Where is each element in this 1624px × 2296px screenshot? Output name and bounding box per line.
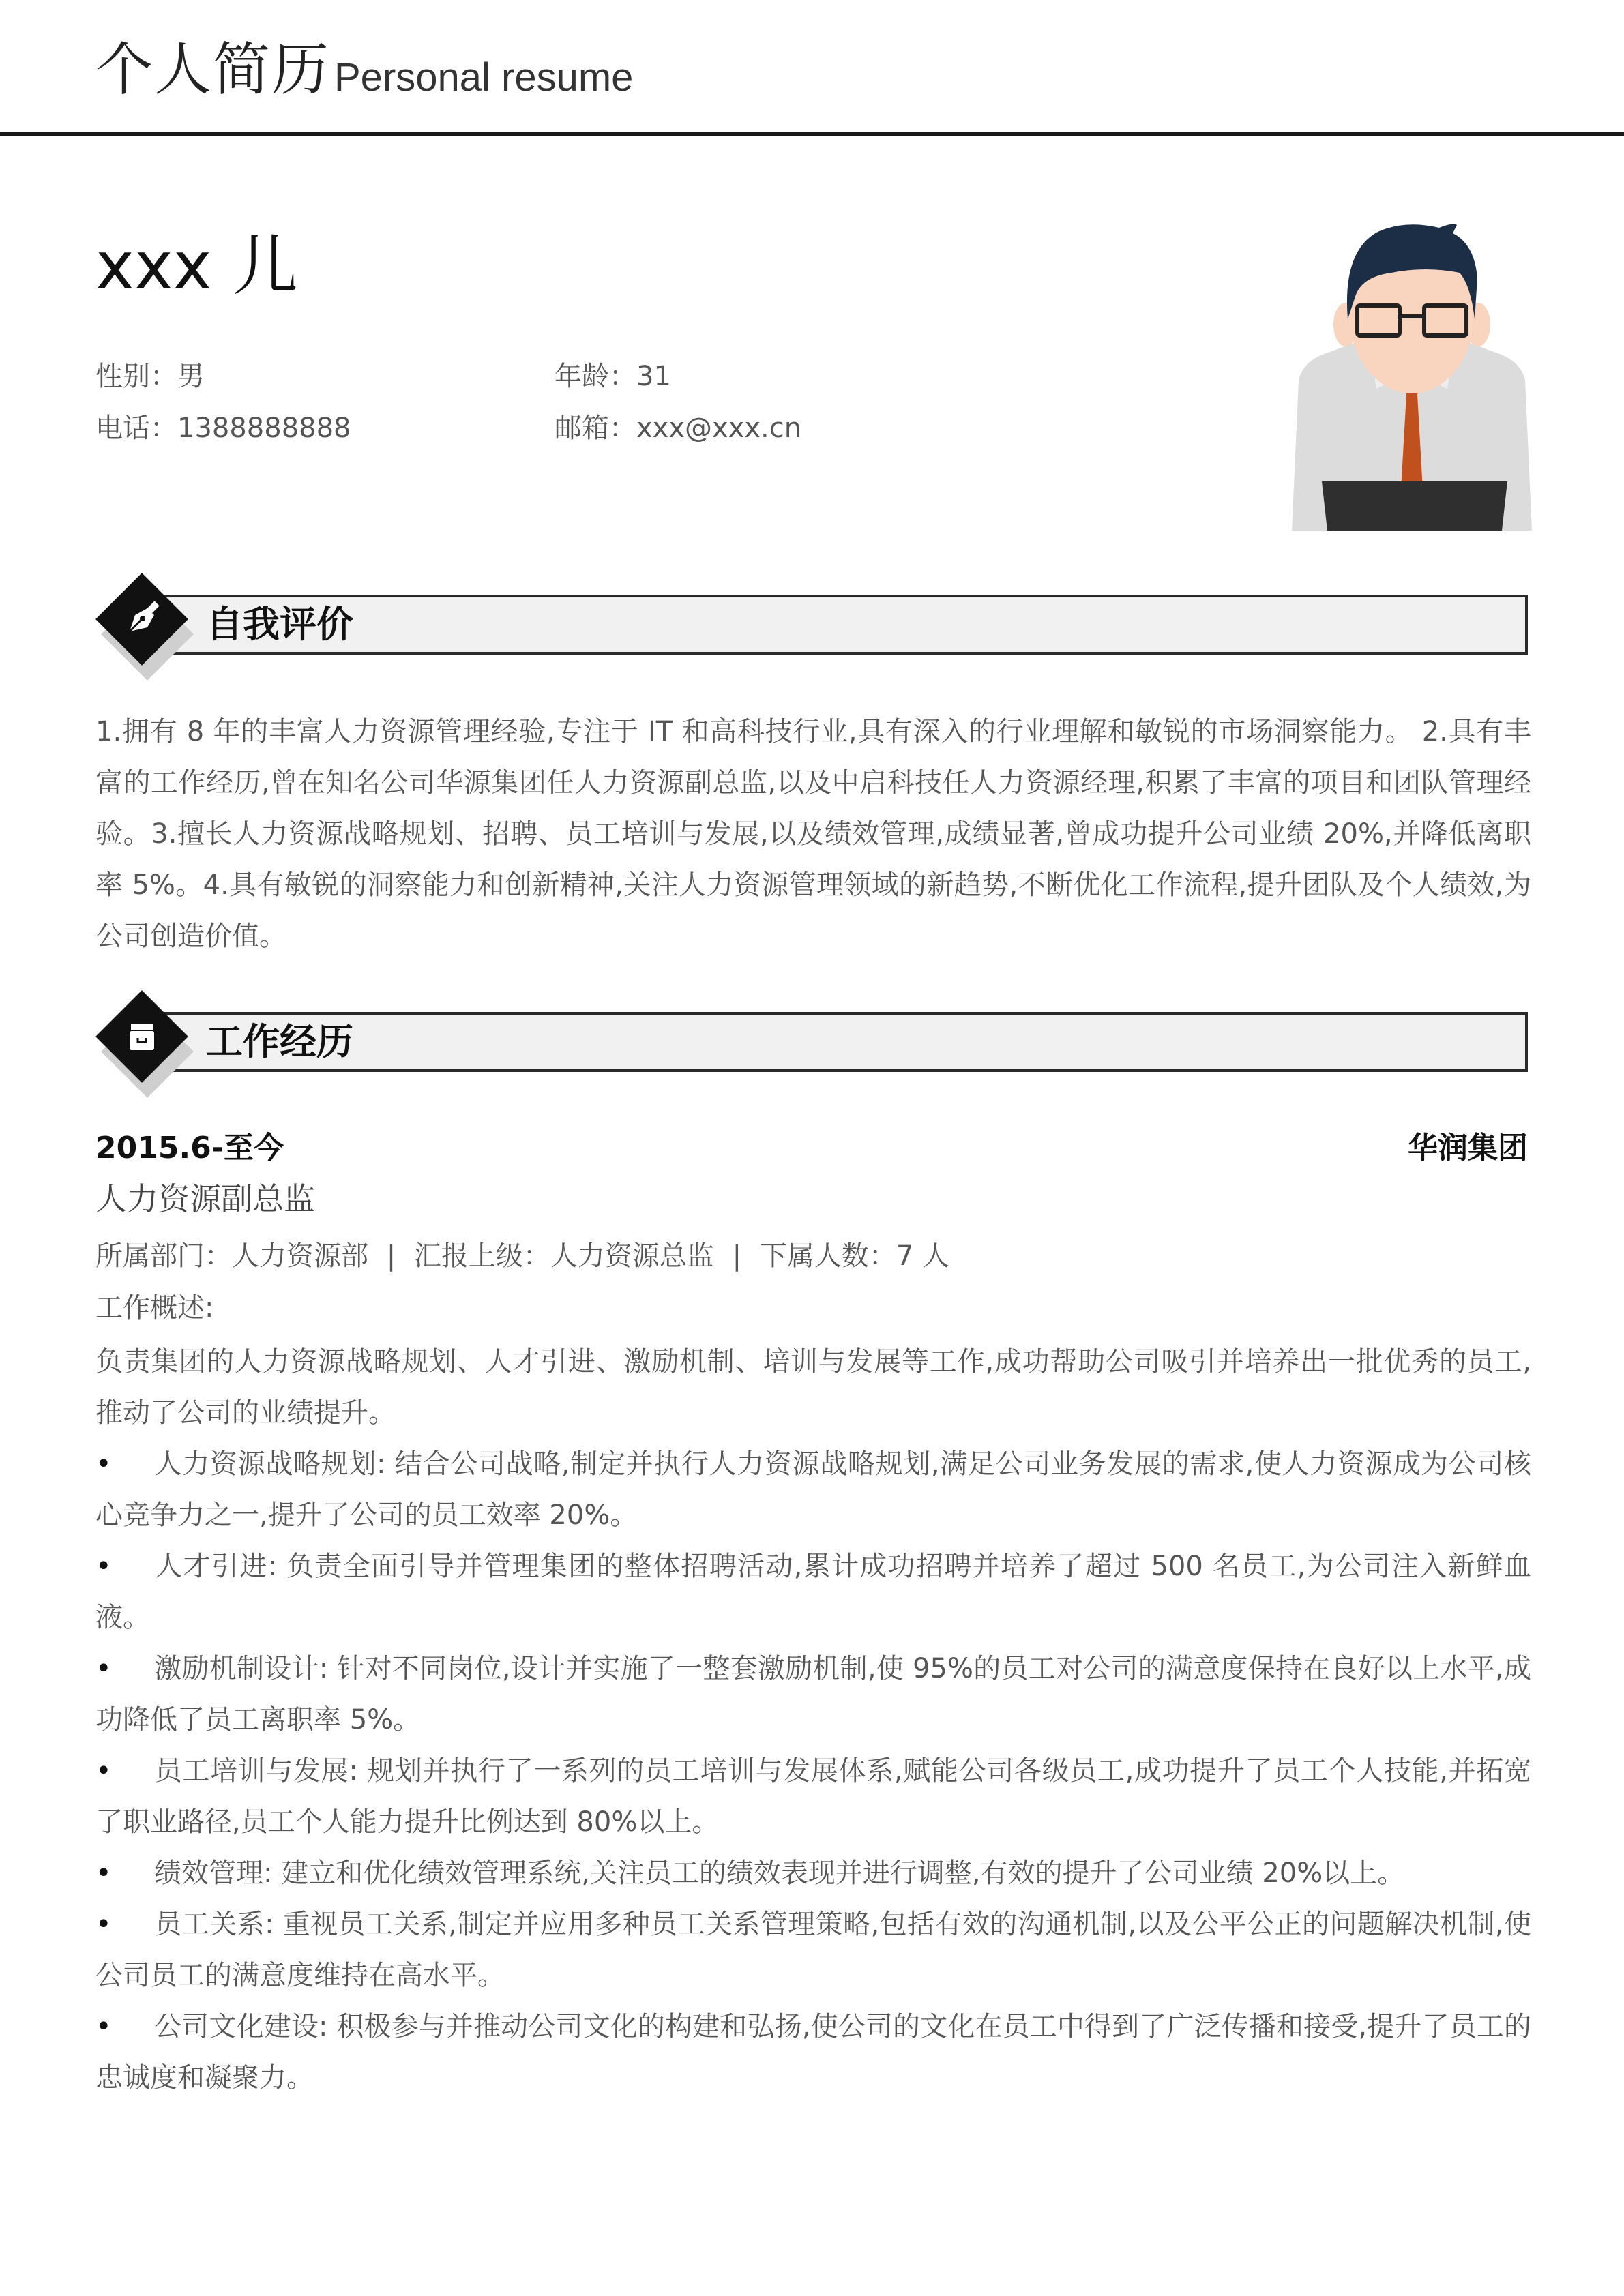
job-date: 2015.6-至今 <box>95 1131 284 1165</box>
highlight-text: 绩效管理: 建立和优化绩效管理系统,关注员工的绩效表现并进行调整,有效的提升了公司业绩 20%以上。 <box>154 1858 1405 1889</box>
bullet-icon: • <box>95 1551 112 1582</box>
section-header-self-evaluation <box>95 573 1528 668</box>
meta-separator: | <box>732 1240 742 1272</box>
phone-label: 电话： <box>95 413 177 444</box>
job-highlights <box>95 1439 1531 2104</box>
subordinates-value: 7 人 <box>896 1240 950 1272</box>
email-field <box>555 409 801 447</box>
file-drawer-icon <box>115 1009 169 1064</box>
overview-label: 工作概述: <box>95 1292 214 1324</box>
pen-nib-icon <box>115 592 169 646</box>
list-item <box>95 1746 1531 1848</box>
list-item <box>95 1899 1531 2001</box>
highlight-text: 公司文化建设: 积极参与并推动公司文化的构建和弘扬,使公司的文化在员工中得到了广泛传播和接受,提升了员工的忠诚度和凝聚力。 <box>95 2011 1531 2093</box>
report-to-value: 人力资源总监 <box>550 1240 714 1272</box>
bullet-icon: • <box>95 1448 112 1480</box>
highlight-text: 激励机制设计: 针对不同岗位,设计并实施了一整套激励机制,使 95%的员工对公司的满意度保持在良好以上水平,成功降低了员工离职率 5%。 <box>95 1653 1531 1735</box>
list-item <box>95 1643 1531 1746</box>
bullet-icon: • <box>95 1909 112 1940</box>
job-position: 人力资源副总监 <box>95 1180 315 1217</box>
gender-label: 性别： <box>95 361 177 392</box>
section-bar-background <box>157 1012 1528 1072</box>
gender-value: 男 <box>177 361 205 392</box>
highlight-text: 员工培训与发展: 规划并执行了一系列的员工培训与发展体系,赋能公司各级员工,成功提升了员工个人技能,并拓宽了职业路径,员工个人能力提升比例达到 80%以上。 <box>95 1755 1531 1838</box>
age-value: 31 <box>636 361 671 392</box>
phone-value: 1388888888 <box>177 413 351 444</box>
job-overview: 负责集团的人力资源战略规划、人才引进、激励机制、培训与发展等工作,成功帮助公司吸引并培养出一批优秀的员工,推动了公司的业绩提升。 <box>95 1346 1531 1429</box>
job-meta <box>95 1234 949 1278</box>
email-label: 邮箱： <box>555 413 636 444</box>
list-item <box>95 1848 1531 1899</box>
bullet-icon: • <box>95 1653 112 1684</box>
age-label: 年龄： <box>555 361 636 392</box>
bullet-icon: • <box>95 1755 112 1787</box>
bullet-icon: • <box>95 2011 112 2042</box>
report-to-label: 汇报上级： <box>413 1240 550 1272</box>
candidate-name: xxx 儿 <box>95 228 298 304</box>
highlight-text: 人力资源战略规划: 结合公司战略,制定并执行人力资源战略规划,满足公司业务发展的需求,使人力资源成为公司核心竞争力之一,提升了公司的员工效率 20%。 <box>95 1448 1531 1531</box>
section-header-work-experience <box>95 990 1528 1086</box>
list-item <box>95 1541 1531 1643</box>
job-company: 华润集团 <box>1408 1131 1528 1165</box>
department-label: 所属部门： <box>95 1240 232 1272</box>
list-item <box>95 2001 1531 2104</box>
gender-field <box>95 357 205 396</box>
section-title: 自我评价 <box>206 603 353 646</box>
page-title-cn: 个人简历 <box>95 36 331 103</box>
email-value: xxx@xxx.cn <box>636 413 802 444</box>
age-field <box>555 357 671 396</box>
highlight-text: 员工关系: 重视员工关系,制定并应用多种员工关系管理策略,包括有效的沟通机制,以及公平公正的问题解决机制,使公司员工的满意度维持在高水平。 <box>95 1909 1531 1991</box>
page-header <box>0 0 1624 136</box>
businessman-avatar-icon <box>1289 217 1535 531</box>
self-evaluation-text: 1.拥有 8 年的丰富人力资源管理经验,专注于 IT 和高科技行业,具有深入的行业理解和敏锐的市场洞察能力。 2.具有丰富的工作经历,曾在知名公司华源集团任人力资源副总监,以及中启科技任人力资源经理,积累了丰富的项目和团队管理经验。3.擅长人力资源战略规划、招聘、员工培训与发展,以及绩效管理,成绩显著,曾成功提升公司业绩 20%,并降低离职率 5%。4.具有敏锐的洞察能力和创新精神,关注人力资源管理领域的新趋势,不断优化工作流程,提升团队及个人绩效,为公司创造价值。 <box>95 716 1531 952</box>
section-bar-background <box>157 595 1528 655</box>
highlight-text: 人才引进: 负责全面引导并管理集团的整体招聘活动,累计成功招聘并培养了超过 500 名员工,为公司注入新鲜血液。 <box>95 1551 1531 1633</box>
bullet-icon: • <box>95 1858 112 1889</box>
phone-field <box>95 409 351 447</box>
section-title: 工作经历 <box>206 1020 353 1063</box>
department-value: 人力资源部 <box>232 1240 368 1272</box>
subordinates-label: 下属人数： <box>759 1240 896 1272</box>
list-item <box>95 1439 1531 1541</box>
meta-separator: | <box>386 1240 396 1272</box>
avatar <box>1289 217 1535 531</box>
page-title-en: Personal resume <box>334 55 634 100</box>
